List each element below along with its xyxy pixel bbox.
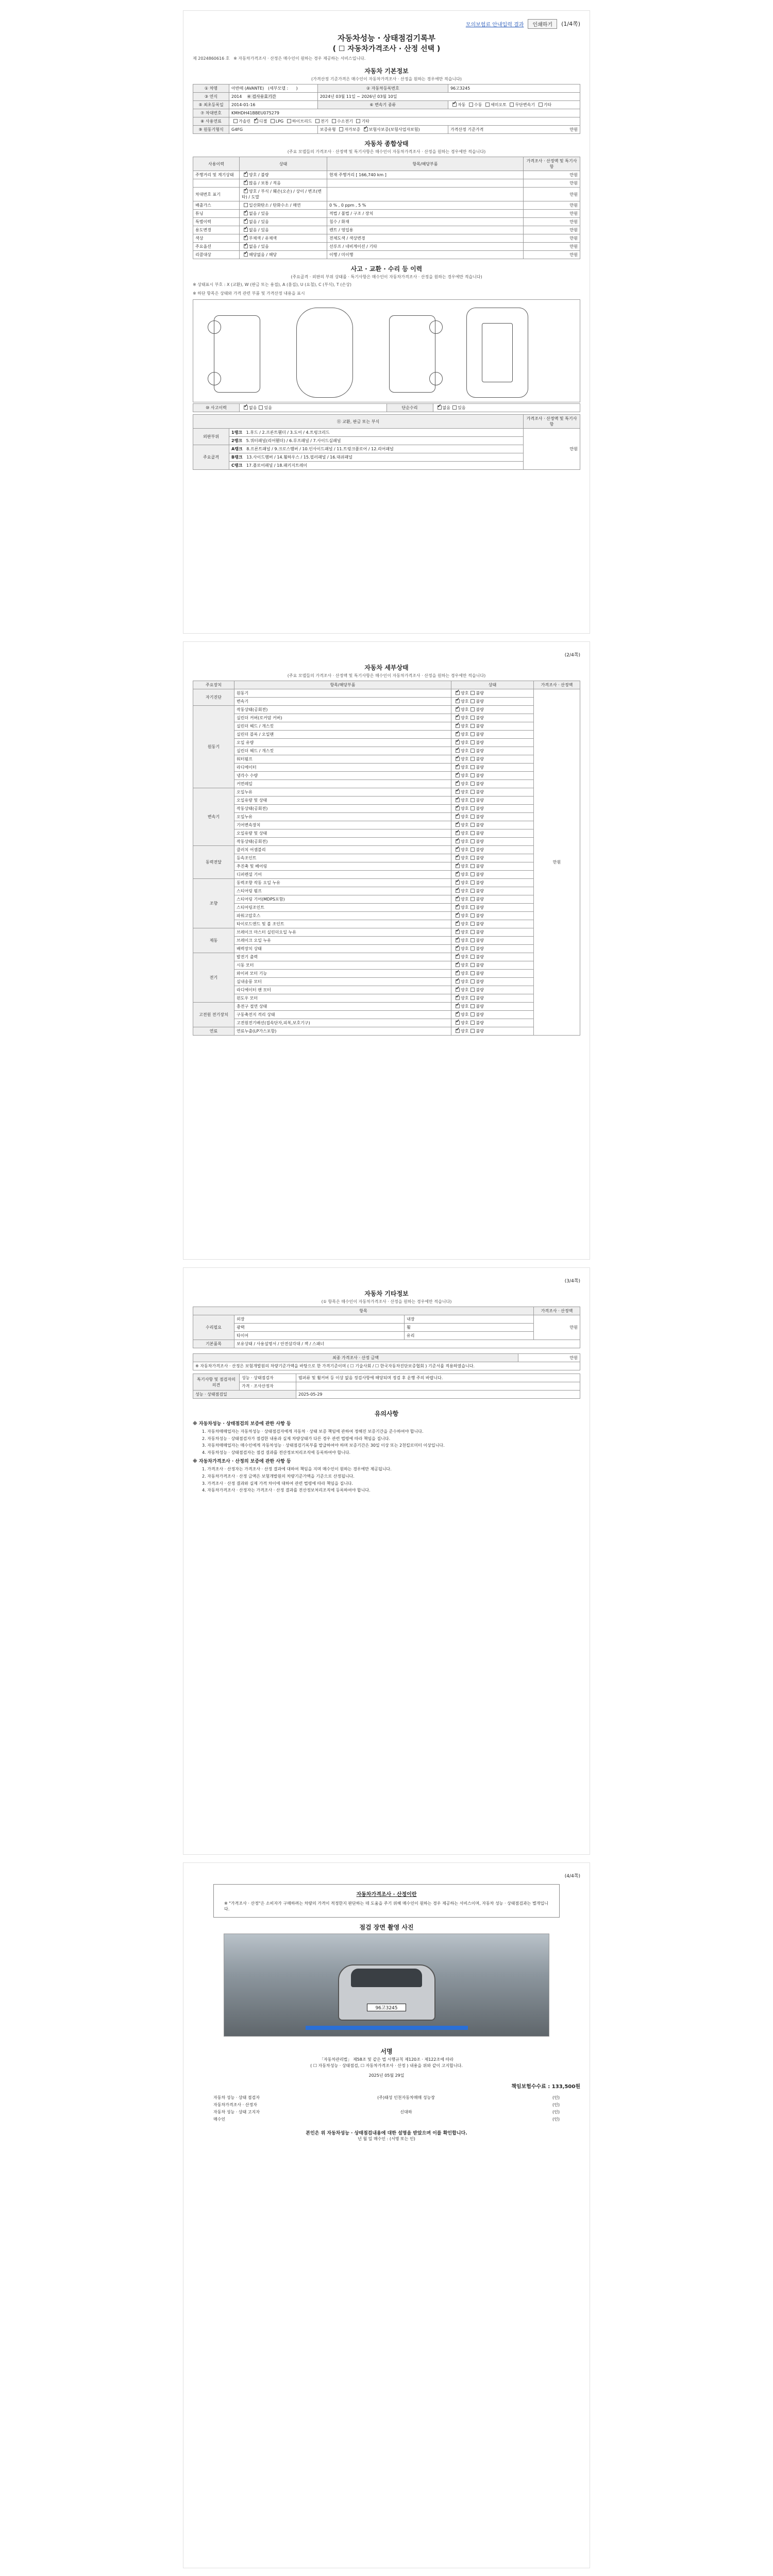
other-info-title: 자동차 기타정보 [364, 1290, 409, 1297]
table-row: 리콜대상 ✓ 해당없음 / 해당 이행 / 미이행 만원 [193, 251, 580, 259]
table-row: 오일누유 ✓ 양호 불량 [193, 813, 580, 821]
col-header: 가격조사 · 산정액 [534, 681, 580, 689]
checkbox[interactable] [452, 103, 457, 107]
checkbox[interactable] [233, 119, 238, 123]
top-toolbar [193, 18, 580, 29]
car-plate: 96고3245 [367, 2004, 406, 2012]
history-label: ⑩ 사고이력 [193, 404, 240, 412]
model-value: 아반떼 (AVANTE) (세부모델 : ) [229, 84, 318, 93]
table-row: 파워고압호스 ✓ 양호 불량 [193, 912, 580, 920]
checkbox[interactable] [539, 103, 543, 107]
plate-label: ② 자동차등록번호 [317, 84, 448, 93]
table-row: 시동 모터 ✓ 양호 불량 [193, 961, 580, 970]
doc-note [193, 56, 580, 61]
accident-legend: ※ 상태표시 부호 : X (교환), W (판금 또는 용접), A (흠집), U (요철), C (부식), T (손상) [193, 282, 352, 287]
table-row: 실린더 블록 / 오일팬 ✓ 양호 불량 [193, 731, 580, 739]
basic-info-sub: (가격산정 기준가격은 매수인이 자동차가격조사 · 산정을 원하는 경우에만 적습니다) [311, 77, 462, 81]
table-row: 외판부위 1랭크 1.후드 / 2.프론트휀더 / 3.도어 / 4.트렁크리드 만원 [193, 429, 580, 437]
accident-history-table [193, 403, 580, 412]
simple-repair-options: ✓ 없음 있음 [433, 404, 580, 412]
photo-title: 점검 장면 촬영 사진 [359, 1924, 414, 1931]
col-header: 사용이력 [193, 157, 240, 171]
sign-date: 2025년 05월 29일 [368, 2073, 405, 2078]
notice-heading: ※ 자동차성능 · 상태점검의 보증에 관한 사항 등 [193, 1421, 291, 1427]
col-header: 항목/해당부품 [327, 157, 524, 171]
fee-label: 책임보험수수료 : 133,500원 [511, 2083, 580, 2090]
table-row: 실린더 헤드 / 개스킷 ✓ 양호 불량 [193, 722, 580, 731]
final-price-note: ※ 자동차가격조사 · 산정은 보험개발원의 차량기준가액을 바탕으로 한 가격기준이며 ( ☐ 기술사회 / ☐ 한국자동차진단보증협회 ) 기준서를 적용하였습니다. [193, 1362, 580, 1370]
footer-text: 본인은 위 자동차성능 · 상태점검내용에 대한 설명을 받았으며 이를 확인합니다. [306, 2130, 467, 2136]
year-label: ③ 연식 [193, 93, 229, 101]
page-label: (4/4쪽) [564, 1874, 580, 1879]
table-row: 브레이크 오일 누유 ✓ 양호 불량 [193, 937, 580, 945]
table-row: 스티어링조인트 ✓ 양호 불량 [193, 904, 580, 912]
col-header: 항목/해당부품 [234, 681, 451, 689]
notice-item: 1. 가격조사 · 산정자는 가격조사 · 산정 결과에 대하여 책임을 지며 매수인이 원하는 경우에만 제공됩니다. [202, 1467, 392, 1472]
table-row: 스티어링 펌프 ✓ 양호 불량 [193, 887, 580, 895]
table-row: 오일 유량 ✓ 양호 불량 [193, 739, 580, 747]
car-side-right [389, 315, 435, 393]
table-row: 냉각수 수량 ✓ 양호 불량 [193, 772, 580, 780]
table-row: 2랭크 5.쿼터패널(리어휀더) / 6.루프패널 / 7.사이드실패널 [193, 437, 580, 445]
page-1 [183, 10, 590, 634]
table-row: 타이어 유리 [193, 1332, 580, 1340]
table-row: 광택 휠 [193, 1324, 580, 1332]
notice-item: 2. 자동차성능 · 상태점검자가 점검한 내용과 실제 차량상태가 다른 경우 관련 법령에 따라 책임을 집니다. [202, 1436, 391, 1441]
checkbox[interactable] [271, 119, 275, 123]
table-row: 작동상태(공회전) ✓ 양호 불량 [193, 838, 580, 846]
table-row: 원동기 작동상태(공회전) ✓ 양호 불량 [193, 706, 580, 714]
engine-type-label: ⑨ 원동기형식 [193, 126, 229, 134]
accident-title: 사고 · 교환 · 수리 등 이력 [350, 265, 423, 273]
table-row: 추진축 및 베어링 ✓ 양호 불량 [193, 862, 580, 871]
special-table: 특기사항 및 점검자의 의견 성능 · 상태점검자 범퍼류 및 휠커버 등 이상 없음 정검사항에 해당되며 정검 후 운행 주의 바랍니다. 가격 · 조사산정자 성능 · 상태점검일 2025-05-29 [193, 1374, 580, 1399]
checkbox[interactable] [485, 103, 490, 107]
vin-label: ⑦ 차대번호 [193, 109, 229, 117]
car-frame-inner [482, 323, 513, 382]
sign-text: 「자동차관리법」 제58조 및 같은 법 시행규칙 제120조 · 제122조에 따라 [320, 2057, 453, 2062]
detail-title: 자동차 세부상태 [364, 664, 409, 671]
sign-row: 자동차 성능 · 상태 점검자 (주)태성 인천자동차매매 성능장 (인) [213, 2095, 560, 2100]
checkbox[interactable] [469, 103, 473, 107]
doc-title: 자동차성능 · 상태점검기록부 [337, 33, 436, 43]
first-reg-label: ⑤ 최초등록일 [193, 101, 229, 109]
vin-value: KMHDH41BBEU075279 [229, 109, 580, 117]
condition-sub: (주요 모델들의 가격조사 · 산정액 및 특기사항은 매수인이 자동차가격조사 · 산정을 원하는 경우에만 적습니다) [287, 149, 486, 154]
engine-type-value: G4FG [229, 126, 318, 134]
table-row: 제동 브레이크 마스터 실린더오일 누유 ✓ 양호 불량 [193, 928, 580, 937]
detail-table [193, 681, 580, 1036]
table-row: 기어변속장치 ✓ 양호 불량 [193, 821, 580, 829]
page-3 [183, 1267, 590, 1855]
col-header: 가격조사 · 산정액 [534, 1307, 580, 1315]
wheel-icon [429, 372, 443, 385]
repair-table [193, 1307, 580, 1348]
table-row: 차대번호 표기 ✓양호 / 부식 / 훼손(오손) / 상이 / 변조(변타) / 도말 만원 [193, 188, 580, 201]
condition-title: 자동차 종합상태 [364, 140, 409, 147]
fuel-label: ⑧ 사용연료 [193, 117, 229, 126]
table-row: 주행거리 및 계기상태 ✓ 양호 / 불량 현재 주행거리 [ 166,740 km ] 만원 [193, 171, 580, 179]
table-row: 와이퍼 모터 기능 ✓ 양호 불량 [193, 970, 580, 978]
car-windshield [351, 1969, 423, 1987]
table-row: 특별이력 ✓ 없음 / 있음 침수 / 화재 만원 [193, 218, 580, 226]
sign-text2: ( ☐ 자동차성능 · 상태점검, ☐ 자동차가격조사 · 산정 ) 내용을 위와 같이 고지합니다. [310, 2063, 463, 2068]
table-row: 커먼레일 ✓ 양호 불량 [193, 780, 580, 788]
table-row: 라디에이터 팬 모터 ✓ 양호 불량 [193, 986, 580, 994]
table-row: 작동상태(공회전) ✓ 양호 불량 [193, 805, 580, 813]
plate-value: 96고3245 [448, 84, 580, 93]
year-value: 2014 ④ 검사유효기간 [229, 93, 318, 101]
table-row: 주요옵션 ✓ 없음 / 있음 선루프 / 네비게이션 / 기타 만원 [193, 243, 580, 251]
basic-info-title: 자동차 기본정보 [364, 67, 409, 75]
notice-item: 3. 자동차매매업자는 매수인에게 자동차성능 · 상태점검기록부를 발급하여야 하며 보증기간은 30일 이상 또는 2천킬로미터 이상입니다. [202, 1443, 445, 1448]
final-price-title: 최종 가격조사 · 산정 금액 [193, 1354, 518, 1362]
checkbox[interactable] [254, 119, 258, 123]
table-row: ✓많음 / 보통 / 적음 만원 [193, 179, 580, 188]
table-row: 고전원 전기장치 충전구 절연 상태 ✓ 양호 불량 [193, 1003, 580, 1011]
table-row: 동력전달 클러치 어셈블리 ✓ 양호 불량 [193, 846, 580, 854]
checkbox[interactable] [364, 127, 368, 131]
table-row: 주요골격 A랭크 8.프론트패널 / 9.크로스멤버 / 10.인사이드패널 / 11.트렁크플로어 / 12.리어패널 [193, 445, 580, 453]
table-row: 수리필요 외장 내장 만원 [193, 1315, 580, 1324]
notice-item: 4. 자동차가격조사 · 산정자는 가격조사 · 산정 결과를 전산정보처리조직에 등록하여야 합니다. [202, 1488, 371, 1493]
checkbox[interactable] [315, 119, 320, 123]
table-row: 구동축전지 격리 상태 ✓ 양호 불량 [193, 1011, 580, 1019]
table-row: 전기 발전기 출력 ✓ 양호 불량 [193, 953, 580, 961]
notice-item: 1. 자동차매매업자는 자동차성능 · 상태점검자에게 자동차 · 상태 보증 책임에 관하여 정해진 보증기간을 준수하여야 합니다. [202, 1429, 424, 1434]
car-top [296, 308, 353, 398]
table-row: B랭크 13.사이드멤버 / 14.휠하우스 / 15.필러패널 / 16.대쉬패널 [193, 453, 580, 462]
checkbox[interactable] [332, 119, 336, 123]
car-diagram [193, 299, 580, 402]
date-value: 2025-05-29 [296, 1391, 580, 1399]
wheel-icon [208, 372, 221, 385]
table-row: 스티어링 기어(MDPS포함) ✓ 양호 불량 [193, 895, 580, 904]
final-price-table [193, 1353, 580, 1370]
inspection-value: 2024년 03월 11일 ~ 2026년 03월 10일 [317, 93, 580, 101]
panel-price-header: 가격조사 · 산정액 및 특기사항 [524, 415, 580, 429]
wheel-icon [429, 320, 443, 334]
table-row: 자기진단 원동기 ✓ 양호 불량 만원 [193, 689, 580, 698]
page-2 [183, 641, 590, 1260]
box-text: ※ "가격조사 · 산정"은 소비자가 구매하려는 차량의 가격이 적정한지 판단하는 데 도움을 주기 위해 매수인이 원하는 경우 제공하는 서비스이며, 자동차 성능 · 상태점검과는 별개입니다. [224, 1901, 548, 1911]
table-row: 오일유량 및 상태 ✓ 양호 불량 [193, 829, 580, 838]
col-header: 상태 [451, 681, 534, 689]
checkbox[interactable] [510, 103, 514, 107]
sign-row: 자동차가격조사 · 산정자 (인) [213, 2102, 560, 2107]
lift-bar [306, 2026, 468, 2030]
transmission-label: ⑥ 변속기 종류 [317, 101, 448, 109]
checkbox[interactable] [339, 127, 343, 131]
print-button[interactable]: 인쇄하기 [528, 19, 557, 29]
notice-item: 4. 자동차성능 · 상태점검자는 점검 결과를 전산정보처리조직에 등록하여야 합니다. [202, 1450, 351, 1455]
detail-sub: (주요 모델들의 가격조사 · 산정액 및 특기사항은 매수인이 자동차가격조사 · 산정을 원하는 경우에만 적습니다) [287, 673, 486, 678]
table-row: 색상 ✓ 무채색 / 유채색 전체도색 / 색상변경 만원 [193, 234, 580, 243]
condition-table [193, 157, 580, 259]
footer-text2: 년 월 일 매수인 : (서명 또는 인) [358, 2136, 415, 2141]
table-row: 타이로드엔드 및 볼 조인트 ✓ 양호 불량 [193, 920, 580, 928]
doc-subtitle: ( ☐ 자동차가격조사 · 산정 선택 ) [332, 45, 441, 53]
table-row: 배출가스 일산화탄소 / 탄화수소 / 매연 0 % , 0 ppm , 5 % 만원 [193, 201, 580, 210]
transmission-options: ✓ 자동 수동 세미오토 무단변속기 기타 [448, 101, 580, 109]
table-row: 고전원전기배선(접속단자,피복,보호기구) ✓ 양호 불량 [193, 1019, 580, 1027]
notice-title: 유의사항 [374, 1410, 399, 1417]
warranty-options: 보증유형 자가보증 ✓ 보험사보증(보험사업자보험) [317, 126, 448, 134]
col-header: 가격조사 · 산정액 및 특기사항 [524, 157, 580, 171]
inspection-photo [224, 1934, 549, 2037]
date-label: 성능 · 상태점검일 [193, 1391, 296, 1399]
table-row: 실내송풍 모터 ✓ 양호 불량 [193, 978, 580, 986]
wheel-icon [208, 320, 221, 334]
checkbox[interactable] [287, 119, 291, 123]
col-header: 주요장치 [193, 681, 234, 689]
col-header: 항목 [193, 1307, 534, 1315]
table-row: 라디에이터 ✓ 양호 불량 [193, 764, 580, 772]
table-row: 디퍼렌셜 기어 ✓ 양호 불량 [193, 871, 580, 879]
price-base: 가격산정 기준가격 만원 [448, 126, 580, 134]
table-row: 배력장치 상태 ✓ 양호 불량 [193, 945, 580, 953]
notice-item: 2. 자동차가격조사 · 산정 금액은 보험개발원의 차량기준가액을 기준으로 산정됩니다. [202, 1474, 355, 1479]
table-row: 기본품목 보유상태 / 사용설명서 / 안전삼각대 / 잭 / 스패너 [193, 1340, 580, 1348]
table-row: 튜닝 ✓ 없음 / 있음 적법 / 불법 / 구조 / 장치 만원 [193, 210, 580, 218]
history-options: ✓ 없음 있음 [240, 404, 387, 412]
first-reg-value: 2014-01-16 [229, 101, 318, 109]
accident-note: ※ 하단 항목은 상태와 가격 관련 부품 및 가격산정 내용을 표시 [193, 291, 305, 296]
fuel-options: 가솔린 ✓ 디젤 LPG 하이브리드 전기 수소전기 기타 [229, 117, 580, 126]
page-label: (2/4쪽) [564, 653, 580, 658]
box-title: 자동차가격조사 · 산정이란 [356, 1892, 417, 1897]
basic-info-table [193, 84, 580, 134]
panel-title: ⑪ 교환, 판금 또는 부식 [193, 415, 524, 429]
panel-table [193, 414, 580, 470]
appraisal-info-box [213, 1884, 560, 1918]
table-row: 조향 동력조향 작동 오일 누유 ✓ 양호 불량 [193, 879, 580, 887]
page-label: (1/4쪽) [561, 21, 580, 27]
table-row: 오일유량 및 상태 ✓ 양호 불량 [193, 796, 580, 805]
doc-number: 제 2024860616 호 [193, 56, 230, 61]
table-row: 등속조인트 ✓ 양호 불량 [193, 854, 580, 862]
checkbox[interactable] [356, 119, 360, 123]
model-label: ① 차명 [193, 84, 229, 93]
doc-note-text: ※ 자동차가격조사 · 산정은 매수인이 원하는 경우 제공하는 서비스입니다. [233, 56, 366, 61]
notice-item: 3. 가격조사 · 산정 결과와 실제 가격 차이에 대하여 관련 법령에 따라 책임을 집니다. [202, 1481, 354, 1486]
notice-body [193, 1421, 580, 1494]
table-row: 윈도우 모터 ✓ 양호 불량 [193, 994, 580, 1003]
table-row: 변속기 ✓ 양호 불량 [193, 698, 580, 706]
other-info-sub: (① 항목은 매수인이 자동차가격조사 · 산정을 원하는 경우에만 적습니다) [321, 1299, 452, 1304]
col-header: 상태 [240, 157, 327, 171]
page-4 [183, 1862, 590, 2568]
final-price-value: 만원 [518, 1354, 580, 1362]
page-label: (3/4쪽) [564, 1279, 580, 1284]
simple-repair-label: 단순수리 [386, 404, 433, 412]
table-row: 연료 연료누출(LP가스포함) ✓ 양호 불량 [193, 1027, 580, 1036]
notice-heading: ※ 자동차가격조사 · 산정의 보증에 관한 사항 등 [193, 1459, 291, 1465]
accident-sub: (주요골격 · 외판의 부위 상태를 · 특기사항은 매수인이 자동차가격조사 · 산정을 원하는 경우에만 적습니다) [291, 275, 482, 279]
table-row: C랭크 17.플로어패널 / 18.패키지트레이 [193, 462, 580, 470]
table-row: 워터펌프 ✓ 양호 불량 [193, 755, 580, 764]
sign-row: 매수인 (인) [213, 2116, 560, 2122]
table-row: 용도변경 ✓ 없음 / 있음 렌트 / 영업용 만원 [193, 226, 580, 234]
insurance-result-link[interactable]: 모의보험료 안내입력 결과 [465, 22, 524, 28]
table-row: 변속기 오일누유 ✓ 양호 불량 [193, 788, 580, 796]
sign-title: 서명 [380, 2048, 393, 2055]
table-row: 실린더 커버(로커암 커버) ✓ 양호 불량 [193, 714, 580, 722]
sign-row: 자동차 성능 · 상태 고지자 신대하 (인) [213, 2109, 560, 2114]
table-row: 실린더 헤드 / 개스킷 ✓ 양호 불량 [193, 747, 580, 755]
